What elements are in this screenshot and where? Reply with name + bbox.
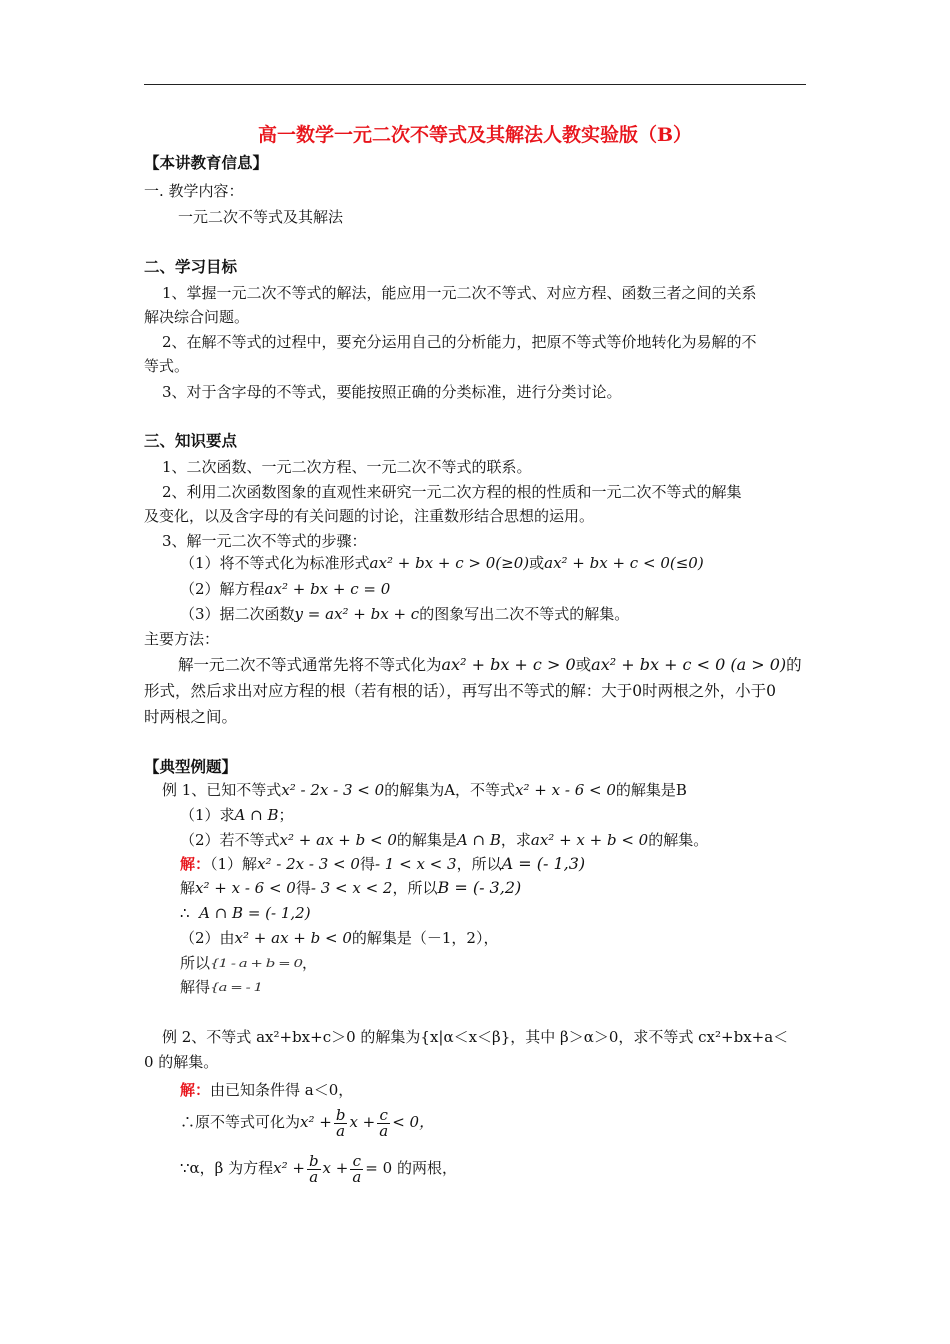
example-1-text-mid: 的解集为A，不等式 — [384, 781, 516, 799]
method-line-1-text: 解一元二次不等式通常先将不等式化为 — [178, 656, 442, 674]
section-heading-key-points: 三、知识要点 — [144, 431, 238, 450]
key-point-2-line-2: 及变化，以及含字母的有关问题的讨论，注重数形结合思想的运用。 — [144, 507, 595, 525]
example-2-answer-3-x2: x² + — [273, 1159, 305, 1177]
question-1-text: （1）求 — [180, 806, 235, 824]
answer-2-formula-1: x² + x - 6 < 0 — [195, 879, 296, 897]
step-1-formula-1: ax² + bx + c > 0(≥0) — [369, 554, 530, 572]
example-2-line-2: 0 的解集。 — [144, 1053, 219, 1071]
answer-4 — [180, 927, 498, 949]
answer-4-formula: x² + ax + b < 0 — [234, 929, 352, 947]
goal-2-line-1: 2、在解不等式的过程中，要充分运用自己的分析能力，把原不等式等价地转化为易解的不 — [162, 333, 757, 351]
question-2-formula-3: ax² + x + b < 0 — [530, 831, 649, 849]
question-1 — [180, 804, 294, 826]
answer-5-end: ， — [302, 954, 318, 972]
example-2-answer-3 — [180, 1146, 457, 1190]
teaching-content: 一元二次不等式及其解法 — [178, 208, 344, 226]
question-2 — [180, 829, 708, 851]
section-heading-goals: 二、学习目标 — [144, 257, 238, 276]
answer-2-formula-3: B = (- 3,2) — [437, 878, 522, 897]
answer-2 — [180, 877, 521, 899]
step-2 — [180, 578, 390, 600]
question-2-mid-2: ，求 — [500, 831, 531, 849]
example-2-line-1: 例 2、不等式 ax²+bx+c＞0 的解集为{x|α＜x＜β}，其中 β＞α＞0，求不等式 cx²+bx+a＜ — [162, 1028, 789, 1046]
fraction-c-over-a — [377, 1105, 390, 1140]
example-2-answer-3-text: ∵α，β 为方程 — [180, 1159, 274, 1177]
answer-1 — [180, 853, 585, 875]
answer-5 — [180, 952, 317, 974]
step-2-formula: ax² + bx + c = 0 — [264, 580, 391, 598]
step-1-or: 或 — [529, 554, 545, 572]
answer-2-mid-2: ，所以 — [392, 879, 438, 897]
teaching-content-label: 一. 教学内容： — [144, 182, 244, 200]
fraction-b-over-a — [307, 1151, 321, 1186]
question-2-end: 的解集。 — [648, 831, 709, 849]
goal-1-line-2: 解决综合问题。 — [144, 308, 250, 326]
example-1-text-end: 的解集是B — [615, 781, 687, 799]
answer-1-mid: 得 — [359, 855, 375, 873]
answer-4-text: （2）由 — [180, 929, 235, 947]
fraction-numerator: b — [308, 1151, 319, 1170]
fraction-denominator: a — [352, 1167, 362, 1186]
answer-5-system: {1 - a + b = 0 — [210, 956, 303, 970]
step-1-formula-2: ax² + bx + c < 0(≤0) — [544, 554, 704, 572]
example-2-answer-2 — [180, 1100, 434, 1144]
step-3 — [180, 603, 629, 625]
answer-2-text: 解 — [180, 879, 196, 897]
key-point-3: 3、解一元二次不等式的步骤： — [162, 532, 367, 550]
method-line-1 — [178, 654, 802, 676]
method-line-1-end: 的 — [786, 656, 802, 674]
solution-label: 解： — [180, 855, 211, 873]
example-2-answer-3-end: = 0 的两根， — [365, 1159, 457, 1177]
question-2-formula-1: x² + ax + b < 0 — [279, 831, 397, 849]
answer-2-formula-2: - 3 < x < 2 — [310, 879, 393, 897]
example-2-answer-2-x: x + — [349, 1113, 376, 1131]
step-2-text: （2）解方程 — [180, 580, 265, 598]
header-rule — [144, 84, 806, 85]
example-2-answer-2-end: < 0， — [392, 1113, 435, 1131]
answer-3-formula: A ∩ B = (- 1,2) — [199, 904, 311, 922]
fraction-denominator: a — [309, 1167, 319, 1186]
question-2-formula-2: A ∩ B — [456, 831, 501, 849]
example-1-formula-2: x² + x - 6 < 0 — [515, 781, 616, 799]
step-3-text-end: 的图象写出二次不等式的解集。 — [419, 605, 630, 623]
step-1 — [180, 552, 704, 574]
section-heading-info: 【本讲教育信息】 — [144, 153, 269, 172]
fraction-c-over-a — [350, 1151, 363, 1186]
answer-6 — [180, 976, 262, 998]
answer-6-system: {a = - 1 — [210, 980, 262, 994]
fraction-numerator: c — [377, 1108, 390, 1124]
fraction-numerator: b — [335, 1105, 346, 1124]
example-2-answer-3-x: x + — [322, 1159, 349, 1177]
key-point-2-line-1: 2、利用二次函数图象的直观性来研究一元二次方程的根的性质和一元二次不等式的解集 — [162, 483, 742, 501]
key-point-1: 1、二次函数、一元二次方程、一元二次不等式的联系。 — [162, 458, 532, 476]
fraction-numerator: c — [350, 1154, 363, 1170]
fraction-b-over-a — [334, 1105, 348, 1140]
method-formula-2: ax² + bx + c < 0 (a > 0) — [591, 655, 787, 674]
method-line-3: 时两根之间。 — [144, 708, 238, 726]
example-2-answer-1-text: 由已知条件得 a＜0， — [210, 1081, 354, 1099]
page-title: 高一数学一元二次不等式及其解法人教实验版（B） — [257, 124, 693, 146]
fraction-denominator: a — [336, 1121, 346, 1140]
method-formula-1: ax² + bx + c > 0 — [441, 655, 576, 674]
answer-4-end: 的解集是（－1，2）， — [351, 929, 499, 947]
goal-3: 3、对于含字母的不等式，要能按照正确的分类标准，进行分类讨论。 — [162, 383, 622, 401]
example-2-answer-1 — [180, 1079, 353, 1101]
method-line-2: 形式，然后求出对应方程的根（若有根的话），再写出不等式的解：大于0时两根之外，小于0 — [144, 682, 776, 700]
question-1-end: ； — [278, 806, 294, 824]
answer-1-formula-2: - 1 < x < 3 — [374, 855, 457, 873]
example-1-formula-1: x² - 2x - 3 < 0 — [281, 781, 385, 799]
answer-5-text: 所以 — [180, 954, 211, 972]
method-or: 或 — [575, 656, 592, 674]
solution-label-2: 解： — [180, 1081, 211, 1099]
answer-2-mid: 得 — [295, 879, 311, 897]
answer-1-formula-3: A = (- 1,3) — [501, 854, 586, 873]
example-2-answer-2-text: ∴原不等式可化为 — [180, 1113, 301, 1131]
example-1-statement — [162, 779, 687, 801]
goal-1-line-1: 1、掌握一元二次不等式的解法，能应用一元二次不等式、对应方程、函数三者之间的关系 — [162, 284, 757, 302]
question-2-mid: 的解集是 — [396, 831, 457, 849]
step-3-text: （3）据二次函数 — [180, 605, 295, 623]
fraction-denominator: a — [379, 1121, 389, 1140]
answer-1-formula-1: x² - 2x - 3 < 0 — [257, 855, 360, 873]
step-3-formula: y = ax² + bx + c — [294, 605, 420, 623]
answer-3 — [180, 902, 311, 924]
goal-2-line-2: 等式。 — [144, 357, 190, 375]
question-2-text: （2）若不等式 — [180, 831, 280, 849]
answer-1-mid-2: ，所以 — [456, 855, 502, 873]
question-1-formula: A ∩ B — [234, 806, 279, 824]
answer-1-text: （1）解 — [210, 855, 258, 873]
answer-6-text: 解得 — [180, 978, 211, 996]
main-method-label: 主要方法： — [144, 630, 220, 648]
step-1-text: （1）将不等式化为标准形式 — [180, 554, 370, 572]
example-1-text: 例 1、已知不等式 — [162, 781, 282, 799]
therefore-symbol: ∴ — [180, 904, 190, 922]
example-2-answer-2-x2: x² + — [300, 1113, 332, 1131]
section-heading-examples: 【典型例题】 — [144, 757, 238, 776]
